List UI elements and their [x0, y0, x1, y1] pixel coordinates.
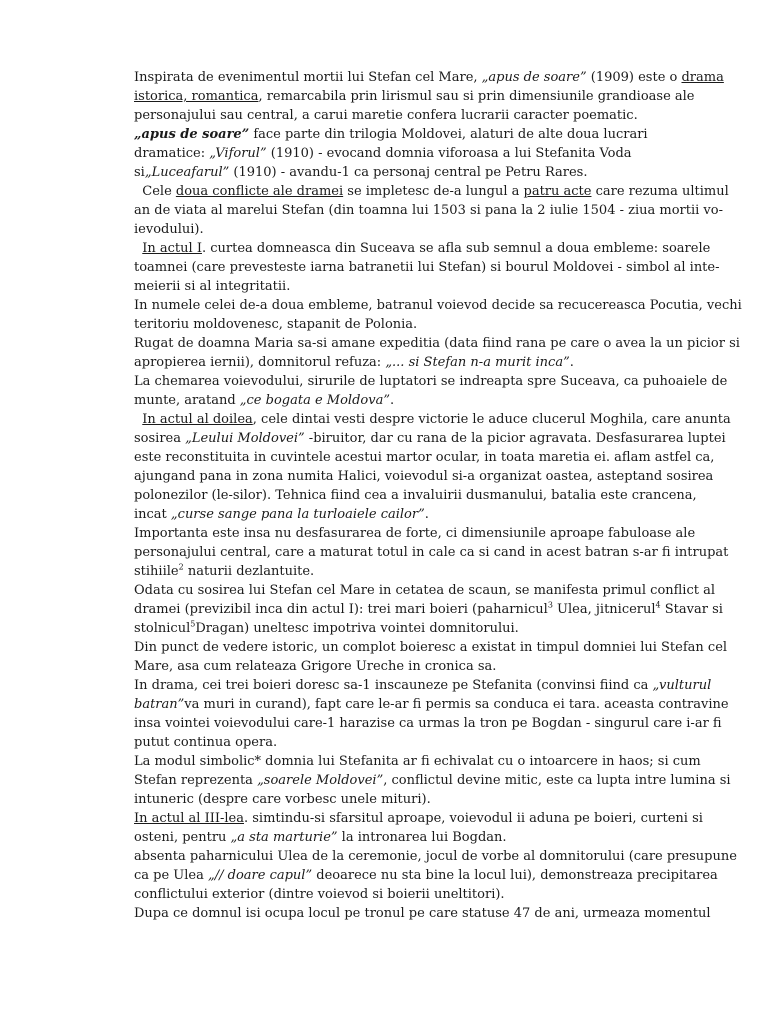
text-run: Dupa ce domnul isi ocupa locul pe tronul pe care statuse 47 de ani, urmeaza momentul	[134, 906, 711, 921]
text-line	[134, 885, 694, 904]
emphasized-text: „Leului Moldovei”	[185, 431, 305, 446]
text-run: .	[424, 507, 429, 522]
text-run: , conflictul devine mitic, este ca lupta intre lumina si	[383, 773, 731, 788]
underlined-text: doua conflicte ale dramei	[175, 184, 344, 199]
text-line	[134, 410, 731, 429]
text-run: Cele	[134, 184, 176, 199]
text-run: Mare, asa cum relateaza Grigore Ureche in cronica sa.	[134, 659, 497, 674]
text-run: Din punct de vedere istoric, un complot boieresc a existat in timpul domniei lui Stefan cel	[134, 640, 728, 655]
text-run: , cele dintai vesti despre victorie le aduce clucerul Moghila, care anunta	[252, 412, 731, 427]
text-line	[134, 733, 694, 752]
text-run: La chemarea voievodului, sirurile de luptatori se indreapta spre Suceava, ca puhoaiele de	[134, 374, 728, 389]
text-run: (1910) - evocand domnia viforoasa a lui Stefanita Voda	[266, 146, 632, 161]
text-run: stihiile	[134, 564, 179, 579]
underlined-text: istorica, romantica	[134, 89, 259, 104]
text-run: personajului sau central, a carui maretie confera lucrarii caracter poematic.	[134, 108, 638, 123]
text-line	[134, 315, 694, 334]
underlined-text: drama	[681, 70, 724, 85]
text-run: Stefan reprezenta	[134, 773, 258, 788]
text-run: dramatice:	[134, 146, 210, 161]
underlined-text: In actul I	[142, 241, 202, 256]
underlined-text: In actul al III-lea	[134, 811, 244, 826]
text-line	[134, 239, 711, 258]
text-run: . curtea domneasca din Suceava se afla sub semnul a doua embleme: soarele	[201, 241, 711, 256]
text-run: .	[389, 393, 395, 408]
text-run: teritoriu moldovenesc, stapanit de Polonia.	[134, 317, 418, 332]
text-run: se impletesc de-a lungul a	[343, 184, 524, 199]
text-line	[134, 543, 729, 562]
text-line	[134, 505, 694, 524]
text-run: absenta paharnicului Ulea de la ceremonie, jocul de vorbe al domnitorului (care presupune	[134, 849, 737, 864]
text-line	[134, 828, 694, 847]
text-line	[134, 391, 694, 410]
text-run: incat	[134, 507, 171, 522]
text-run: insa vointei voievodului care-1 harazise ca urmas la tron pe Bogdan - singurul care i-ar fi	[134, 716, 722, 731]
text-run: Importanta este insa nu desfasurarea de forte, ci dimensiunile aproape fabuloase ale	[134, 526, 696, 541]
text-line	[134, 106, 694, 125]
text-run: In drama, cei trei boieri doresc sa-1 inscauneze pe Stefanita (convinsi fiind ca	[134, 678, 653, 693]
text-line	[134, 676, 712, 695]
text-line	[134, 714, 722, 733]
text-line	[134, 372, 728, 391]
text-run: .	[569, 355, 574, 370]
text-run: Dragan) uneltesc impotriva vointei domnitorului.	[195, 621, 519, 636]
emphasized-text: „a sta marturie”	[230, 830, 338, 845]
emphasized-text: batran”	[134, 697, 185, 712]
text-line	[134, 353, 694, 372]
text-line	[134, 68, 724, 87]
text-line	[134, 258, 720, 277]
underlined-text: In actul al doilea	[142, 412, 253, 427]
text-run: apropierea iernii), domnitorul refuza:	[134, 355, 386, 370]
text-line	[134, 847, 737, 866]
text-line	[134, 562, 694, 581]
text-run: , remarcabila prin lirismul sau si prin dimensiunile grandioase ale	[258, 89, 695, 104]
text-run: (1909) este o	[586, 70, 682, 85]
emphasized-text: „curse sange pana la turloaiele cailor”	[170, 507, 425, 522]
text-line	[134, 657, 694, 676]
text-line	[134, 771, 731, 790]
text-line	[134, 429, 726, 448]
document-body	[134, 68, 742, 923]
text-line	[134, 866, 718, 885]
emphasized-text: „soarele Moldovei”	[257, 773, 384, 788]
emphasized-text: „ce bogata e Moldova”	[239, 393, 390, 408]
emphasized-text: „Luceafarul”	[144, 165, 230, 180]
text-run: face parte din trilogia Moldovei, alaturi de alte doua lucrari	[249, 127, 648, 142]
text-line	[134, 619, 694, 638]
text-run: naturii dezlantuite.	[183, 564, 315, 579]
text-run: deoarece nu sta bine la locul lui), demonstreaza precipitarea	[312, 868, 718, 883]
text-line	[134, 448, 715, 467]
footnote-marker: 2	[178, 562, 184, 572]
text-run: toamnei (care prevesteste iarna batranetii lui Stefan) si bourul Moldovei - simbol al inte-	[134, 260, 720, 275]
text-line	[134, 220, 694, 239]
text-run: intuneric (despre care vorbesc unele mituri).	[134, 792, 431, 807]
text-run: ievodului).	[134, 222, 204, 237]
text-line	[134, 87, 694, 106]
footnote-marker: 4	[655, 600, 661, 610]
text-line	[134, 638, 728, 657]
footnote-marker: 5	[190, 619, 196, 629]
text-run: va muri in curand), fapt care le-ar fi permis sa conduca ei tara. aceasta contravine	[184, 697, 729, 712]
footnote-marker: 3	[547, 600, 553, 610]
text-run: este reconstituita in cuvintele acestui martor ocular, in toata maretia ei. aflam astfel ca,	[134, 450, 715, 465]
emphasized-text: „... si Stefan n-a murit inca”	[385, 355, 570, 370]
text-run: osteni, pentru	[134, 830, 231, 845]
text-run: Inspirata de evenimentul mortii lui Stefan cel Mare,	[134, 70, 482, 85]
text-run: si	[134, 165, 145, 180]
text-run: sosirea	[134, 431, 186, 446]
text-line	[134, 277, 694, 296]
text-line	[134, 163, 694, 182]
emphasized-text: „Viforul”	[209, 146, 267, 161]
text-line	[134, 296, 742, 315]
text-line	[134, 600, 723, 619]
text-run: meierii si al integritatii.	[134, 279, 291, 294]
emphasized-text: „// doare capul”	[208, 868, 313, 883]
text-run: dramei (previzibil inca din actul I): trei mari boieri (paharnicul	[134, 602, 548, 617]
text-line	[134, 201, 723, 220]
text-run: La modul simbolic* domnia lui Stefanita ar fi echivalat cu o intoarcere in haos; si cum	[134, 754, 701, 769]
text-run: la intronarea lui Bogdan.	[337, 830, 507, 845]
emphasized-text: „apus de soare”	[134, 127, 250, 142]
emphasized-text: „vulturul	[652, 678, 712, 693]
text-line	[134, 182, 729, 201]
text-run: (1910) - avandu-1 ca personaj central pe Petru Rares.	[229, 165, 588, 180]
text-line	[134, 144, 694, 163]
text-line	[134, 467, 714, 486]
text-run: polonezilor (le-silor). Tehnica fiind cea a invaluirii dusmanului, batalia este crancena,	[134, 488, 697, 503]
text-run: stolnicul	[134, 621, 191, 636]
text-line	[134, 125, 694, 144]
text-run: . simtindu-si sfarsitul aproape, voievodul ii aduna pe boieri, curteni si	[244, 811, 703, 826]
text-line	[134, 790, 694, 809]
text-run: ajungand pana in zona numita Halici, voievodul si-a organizat oastea, asteptand sosirea	[134, 469, 714, 484]
text-line	[134, 334, 740, 353]
emphasized-text: „apus de soare”	[481, 70, 587, 85]
text-run: putut continua opera.	[134, 735, 278, 750]
text-run: -biruitor, dar cu rana de la picior agravata. Desfasurarea luptei	[304, 431, 726, 446]
text-run: munte, aratand	[134, 393, 240, 408]
text-line	[134, 524, 694, 543]
text-line	[134, 581, 716, 600]
text-line	[134, 904, 711, 923]
text-line	[134, 752, 701, 771]
text-run: Odata cu sosirea lui Stefan cel Mare in cetatea de scaun, se manifesta primul conflict al	[134, 583, 716, 598]
text-line	[134, 695, 729, 714]
text-run: Rugat de doamna Maria sa-si amane expeditia (data fiind rana pe care o avea la un picior si	[134, 336, 740, 351]
text-run: ca pe Ulea	[134, 868, 209, 883]
text-line	[134, 809, 703, 828]
underlined-text: patru acte	[523, 184, 592, 199]
text-run: conflictului exterior (dintre voievod si boierii uneltitori).	[134, 887, 505, 902]
text-line	[134, 486, 697, 505]
text-run: an de viata al marelui Stefan (din toamna lui 1503 si pana la 2 iulie 1504 - ziua mortii vo-	[134, 203, 723, 218]
text-run: personajului central, care a maturat totul in cale ca si cand in acest batran s-ar fi intrupat	[134, 545, 729, 560]
text-run: care rezuma ultimul	[591, 184, 729, 199]
text-run: In numele celei de-a doua embleme, batranul voievod decide sa recucereasca Pocutia, vechi	[134, 298, 742, 313]
text-run: Ulea, jitnicerul	[552, 602, 656, 617]
text-run: Stavar si	[660, 602, 723, 617]
